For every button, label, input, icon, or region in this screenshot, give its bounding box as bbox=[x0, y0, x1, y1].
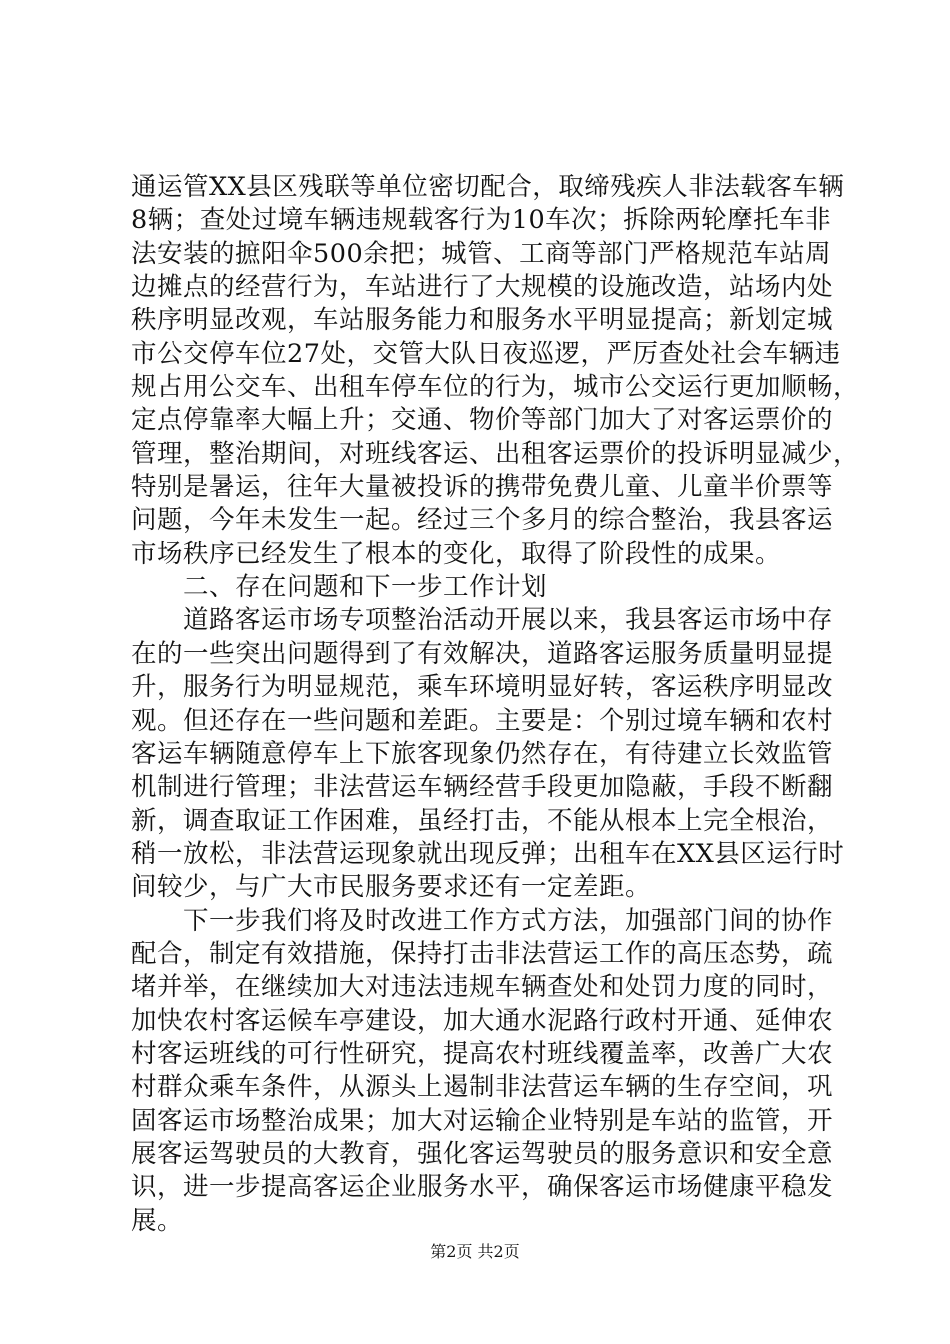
text-line: 加快农村客运候车亭建设，加大通水泥路行政村开通、延伸农 bbox=[131, 1005, 834, 1036]
text-line: 边摊点的经营行为，车站进行了大规模的设施改造，站场内处 bbox=[131, 272, 834, 303]
text-line: 间较少，与广大市民服务要求还有一定差距。 bbox=[131, 872, 652, 903]
text-line: 稍一放松，非法营运现象就出现反弹；出租车在XX县区运行时 bbox=[131, 838, 845, 869]
text-line: 识，进一步提高客运企业服务水平，确保客运市场健康平稳发 bbox=[131, 1172, 834, 1203]
text-line: 堵并举，在继续加大对违法违规车辆查处和处罚力度的同时， bbox=[131, 972, 834, 1003]
text-line: 展客运驾驶员的大教育，强化客运驾驶员的服务意识和安全意 bbox=[131, 1138, 834, 1169]
text-line: 市公交停车位27处，交管大队日夜巡逻，严厉查处社会车辆违 bbox=[131, 338, 841, 369]
text-line: 规占用公交车、出租车停车位的行为，城市公交运行更加顺畅， bbox=[131, 372, 860, 403]
text-line: 特别是暑运，往年大量被投诉的携带免费儿童、儿童半价票等 bbox=[131, 472, 834, 503]
text-line: 法安装的摭阳伞500余把；城管、工商等部门严格规范车站周 bbox=[131, 238, 832, 269]
text-line: 展。 bbox=[131, 1205, 184, 1236]
text-line: 管理，整治期间，对班线客运、出租客运票价的投诉明显减少， bbox=[131, 438, 860, 469]
text-line: 固客运市场整治成果；加大对运输企业特别是车站的监管，开 bbox=[131, 1105, 834, 1136]
text-line: 客运车辆随意停车上下旅客现象仍然存在，有待建立长效监管 bbox=[131, 738, 834, 769]
text-line: 新，调查取证工作困难，虽经打击，不能从根本上完全根治， bbox=[131, 805, 834, 836]
text-line: 通运管XX县区残联等单位密切配合，取缔残疾人非法载客车辆 bbox=[131, 172, 845, 202]
text-line: 在的一些突出问题得到了有效解决，道路客运服务质量明显提 bbox=[131, 638, 834, 669]
text-line: 定点停靠率大幅上升；交通、物价等部门加大了对客运票价的 bbox=[131, 405, 834, 436]
text-line: 道路客运市场专项整治活动开展以来，我县客运市场中存 bbox=[131, 605, 834, 636]
section-heading: 二、存在问题和下一步工作计划 bbox=[131, 572, 548, 603]
text-line: 升，服务行为明显规范，乘车环境明显好转，客运秩序明显改 bbox=[131, 672, 834, 703]
text-line: 市场秩序已经发生了根本的变化，取得了阶段性的成果。 bbox=[131, 538, 782, 569]
text-line: 8辆；查处过境车辆违规载客行为10车次；拆除两轮摩托车非 bbox=[131, 205, 832, 236]
text-line: 配合，制定有效措施，保持打击非法营运工作的高压态势，疏 bbox=[131, 938, 834, 969]
document-body bbox=[131, 171, 860, 1238]
text-line: 下一步我们将及时改进工作方式方法，加强部门间的协作 bbox=[131, 905, 834, 936]
text-line: 村群众乘车条件，从源头上遏制非法营运车辆的生存空间，巩 bbox=[131, 1072, 834, 1103]
text-line: 机制进行管理；非法营运车辆经营手段更加隐蔽，手段不断翻 bbox=[131, 772, 834, 803]
page-number-footer: 第2页 共2页 bbox=[430, 1242, 520, 1261]
text-line: 观。但还存在一些问题和差距。主要是：个别过境车辆和农村 bbox=[131, 705, 834, 736]
text-line: 村客运班线的可行性研究，提高农村班线覆盖率，改善广大农 bbox=[131, 1038, 834, 1069]
text-line: 秩序明显改观，车站服务能力和服务水平明显提高；新划定城 bbox=[131, 305, 834, 336]
text-line: 问题，今年未发生一起。经过三个多月的综合整治，我县客运 bbox=[131, 505, 834, 536]
